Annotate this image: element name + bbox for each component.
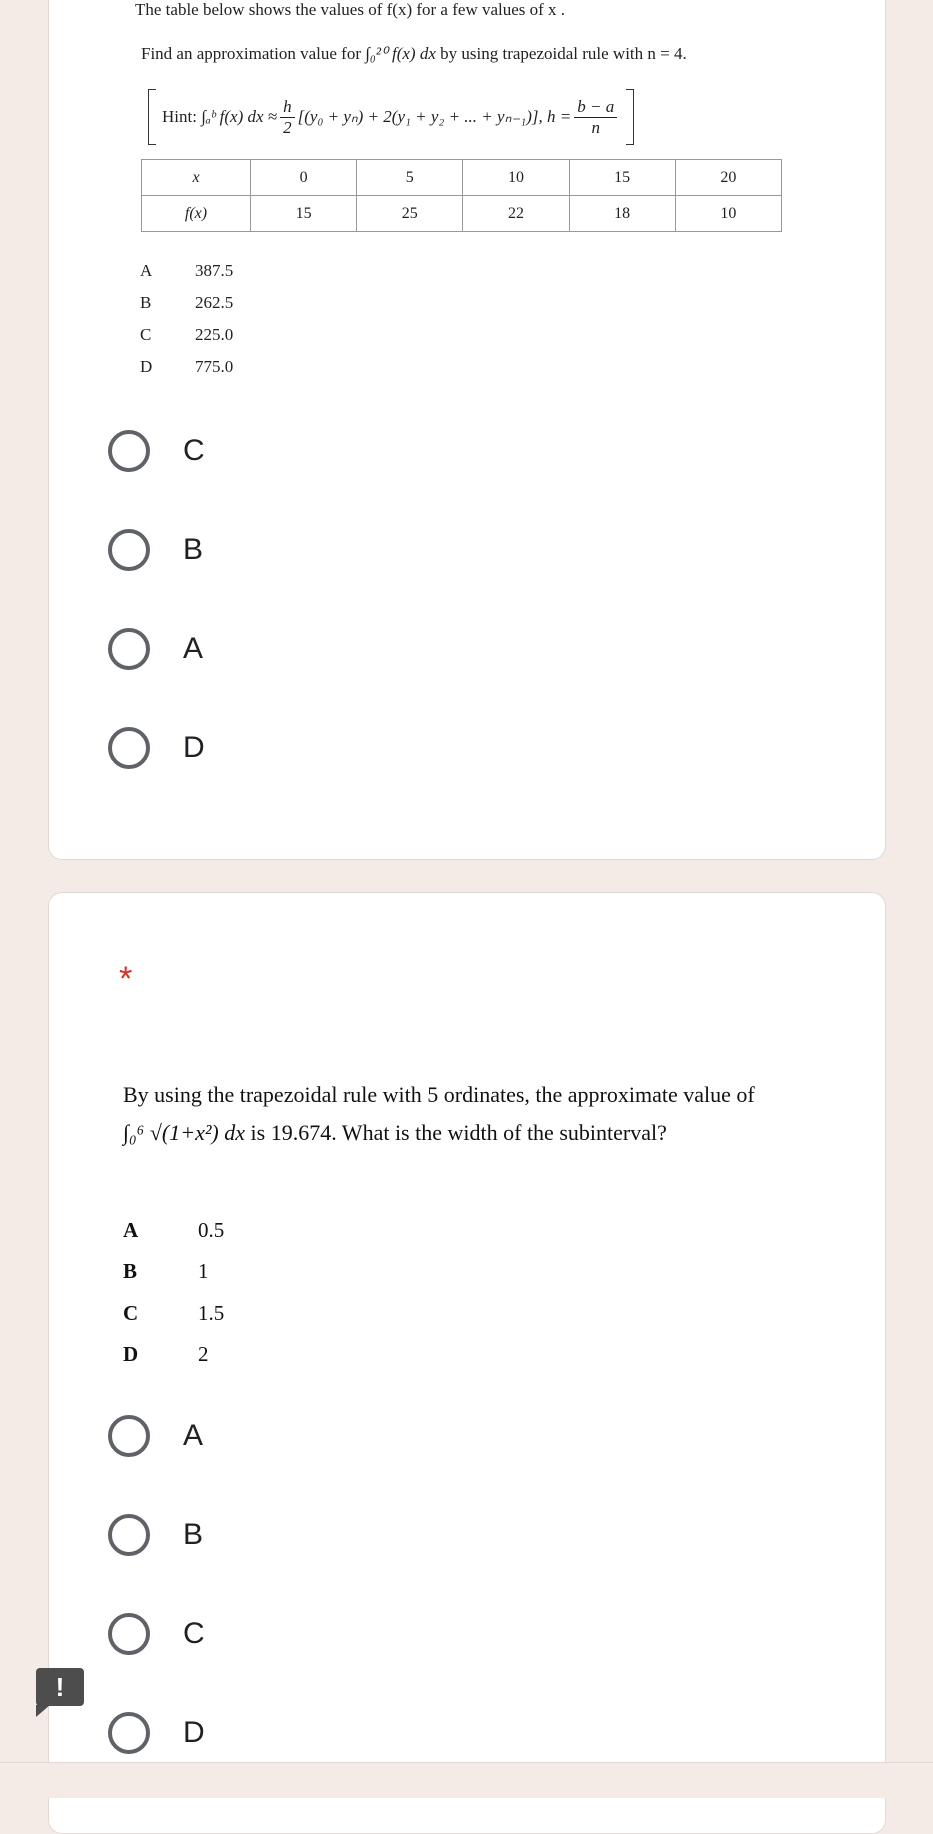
q1-option-c[interactable]	[108, 428, 205, 474]
table-row-x	[142, 160, 782, 196]
table-header-fx: f(x)	[142, 196, 251, 232]
option-label: B	[183, 1518, 204, 1551]
choice-letter: A	[123, 1218, 139, 1242]
radio-button[interactable]	[108, 430, 150, 472]
table-cell: 25	[357, 196, 463, 232]
choice-value: 775.0	[195, 357, 234, 376]
table-cell: 22	[463, 196, 569, 232]
hint-h-over-2	[280, 97, 295, 138]
hint-den: n	[591, 117, 600, 137]
choice-value: 2	[198, 1342, 209, 1366]
hint-label: Hint:	[162, 107, 197, 126]
table-cell: 18	[569, 196, 675, 232]
q1-choice-c	[140, 325, 233, 345]
q1-choice-b	[140, 293, 233, 313]
q1-option-d[interactable]	[108, 725, 205, 771]
question2-line2	[123, 1120, 667, 1146]
hint-2: 2	[283, 117, 292, 137]
table-cell: 15	[569, 160, 675, 196]
choice-value: 262.5	[195, 293, 234, 312]
choice-value: 1.5	[198, 1301, 225, 1325]
question2-integral: ∫₀⁶ √(1+x²) dx	[123, 1120, 246, 1145]
q1-choice-a	[140, 261, 233, 281]
q2-choice-d	[123, 1342, 209, 1367]
choice-letter: C	[140, 325, 152, 344]
choice-letter: C	[123, 1301, 139, 1325]
required-asterisk: *	[119, 960, 133, 998]
hint-bracket-left	[148, 89, 156, 145]
question1-prompt-before: Find an approximation value for	[141, 44, 362, 63]
radio-button[interactable]	[108, 1514, 150, 1556]
table-cell: 5	[357, 160, 463, 196]
question2-line1: By using the trapezoidal rule with 5 ordinates, the approximate value of	[123, 1082, 755, 1107]
q2-choice-a	[123, 1218, 224, 1243]
question1-prompt-after: by using trapezoidal rule with n = 4.	[440, 44, 687, 63]
table-cell: 10	[675, 196, 781, 232]
option-label: B	[183, 533, 204, 566]
option-label: A	[183, 1419, 204, 1452]
warning-icon[interactable]: !	[36, 1668, 84, 1706]
radio-button[interactable]	[108, 628, 150, 670]
hint-num: b − a	[574, 97, 617, 118]
choice-letter: D	[140, 357, 153, 376]
q2-option-a[interactable]	[108, 1413, 203, 1459]
q1-option-b[interactable]	[108, 527, 203, 573]
choice-value: 387.5	[195, 261, 234, 280]
radio-button[interactable]	[108, 1415, 150, 1457]
q1-choice-d	[140, 357, 233, 377]
values-table	[141, 159, 782, 232]
table-header-x: x	[142, 160, 251, 196]
choice-letter: B	[140, 293, 152, 312]
table-row-fx	[142, 196, 782, 232]
q2-option-d[interactable]	[108, 1710, 205, 1756]
table-cell: 0	[251, 160, 357, 196]
hint-sum: [(y₀ + yₙ) + 2(y₁ + y₂ + ... + yₙ₋₁)], h =	[297, 107, 572, 126]
choice-letter: B	[123, 1259, 138, 1283]
table-cell: 15	[251, 196, 357, 232]
table-cell: 10	[463, 160, 569, 196]
choice-value: 1	[198, 1259, 209, 1283]
question2-line2-after: is 19.674. What is the width of the subinterval?	[250, 1120, 667, 1145]
hint-integral: ∫ₐᵇ f(x) dx ≈	[201, 107, 278, 126]
hint-b-minus-a-over-n	[574, 97, 617, 138]
hint-box	[148, 88, 634, 146]
choice-value: 0.5	[198, 1218, 225, 1242]
option-label: D	[183, 1716, 205, 1749]
question1-prompt	[141, 44, 687, 64]
radio-button[interactable]	[108, 1613, 150, 1655]
hint-h: h	[280, 97, 295, 118]
option-label: C	[183, 1617, 205, 1650]
radio-button[interactable]	[108, 727, 150, 769]
question1-intro: The table below shows the values of f(x) for a few values of x .	[135, 0, 566, 19]
option-label: C	[183, 434, 205, 467]
bottom-bar	[0, 1762, 933, 1798]
question1-prompt-integral: ∫₀²⁰ f(x) dx	[365, 44, 436, 63]
q2-option-b[interactable]	[108, 1512, 203, 1558]
choice-letter: A	[140, 261, 153, 280]
q1-option-a[interactable]	[108, 626, 203, 672]
option-label: A	[183, 632, 204, 665]
q2-choice-c	[123, 1301, 224, 1326]
radio-button[interactable]	[108, 1712, 150, 1754]
warning-icon-tail	[36, 1705, 50, 1717]
q2-option-c[interactable]	[108, 1611, 205, 1657]
choice-letter: D	[123, 1342, 139, 1366]
q2-choice-b	[123, 1259, 209, 1284]
table-cell: 20	[675, 160, 781, 196]
choice-value: 225.0	[195, 325, 234, 344]
radio-button[interactable]	[108, 529, 150, 571]
option-label: D	[183, 731, 205, 764]
hint-bracket-right	[626, 89, 634, 145]
